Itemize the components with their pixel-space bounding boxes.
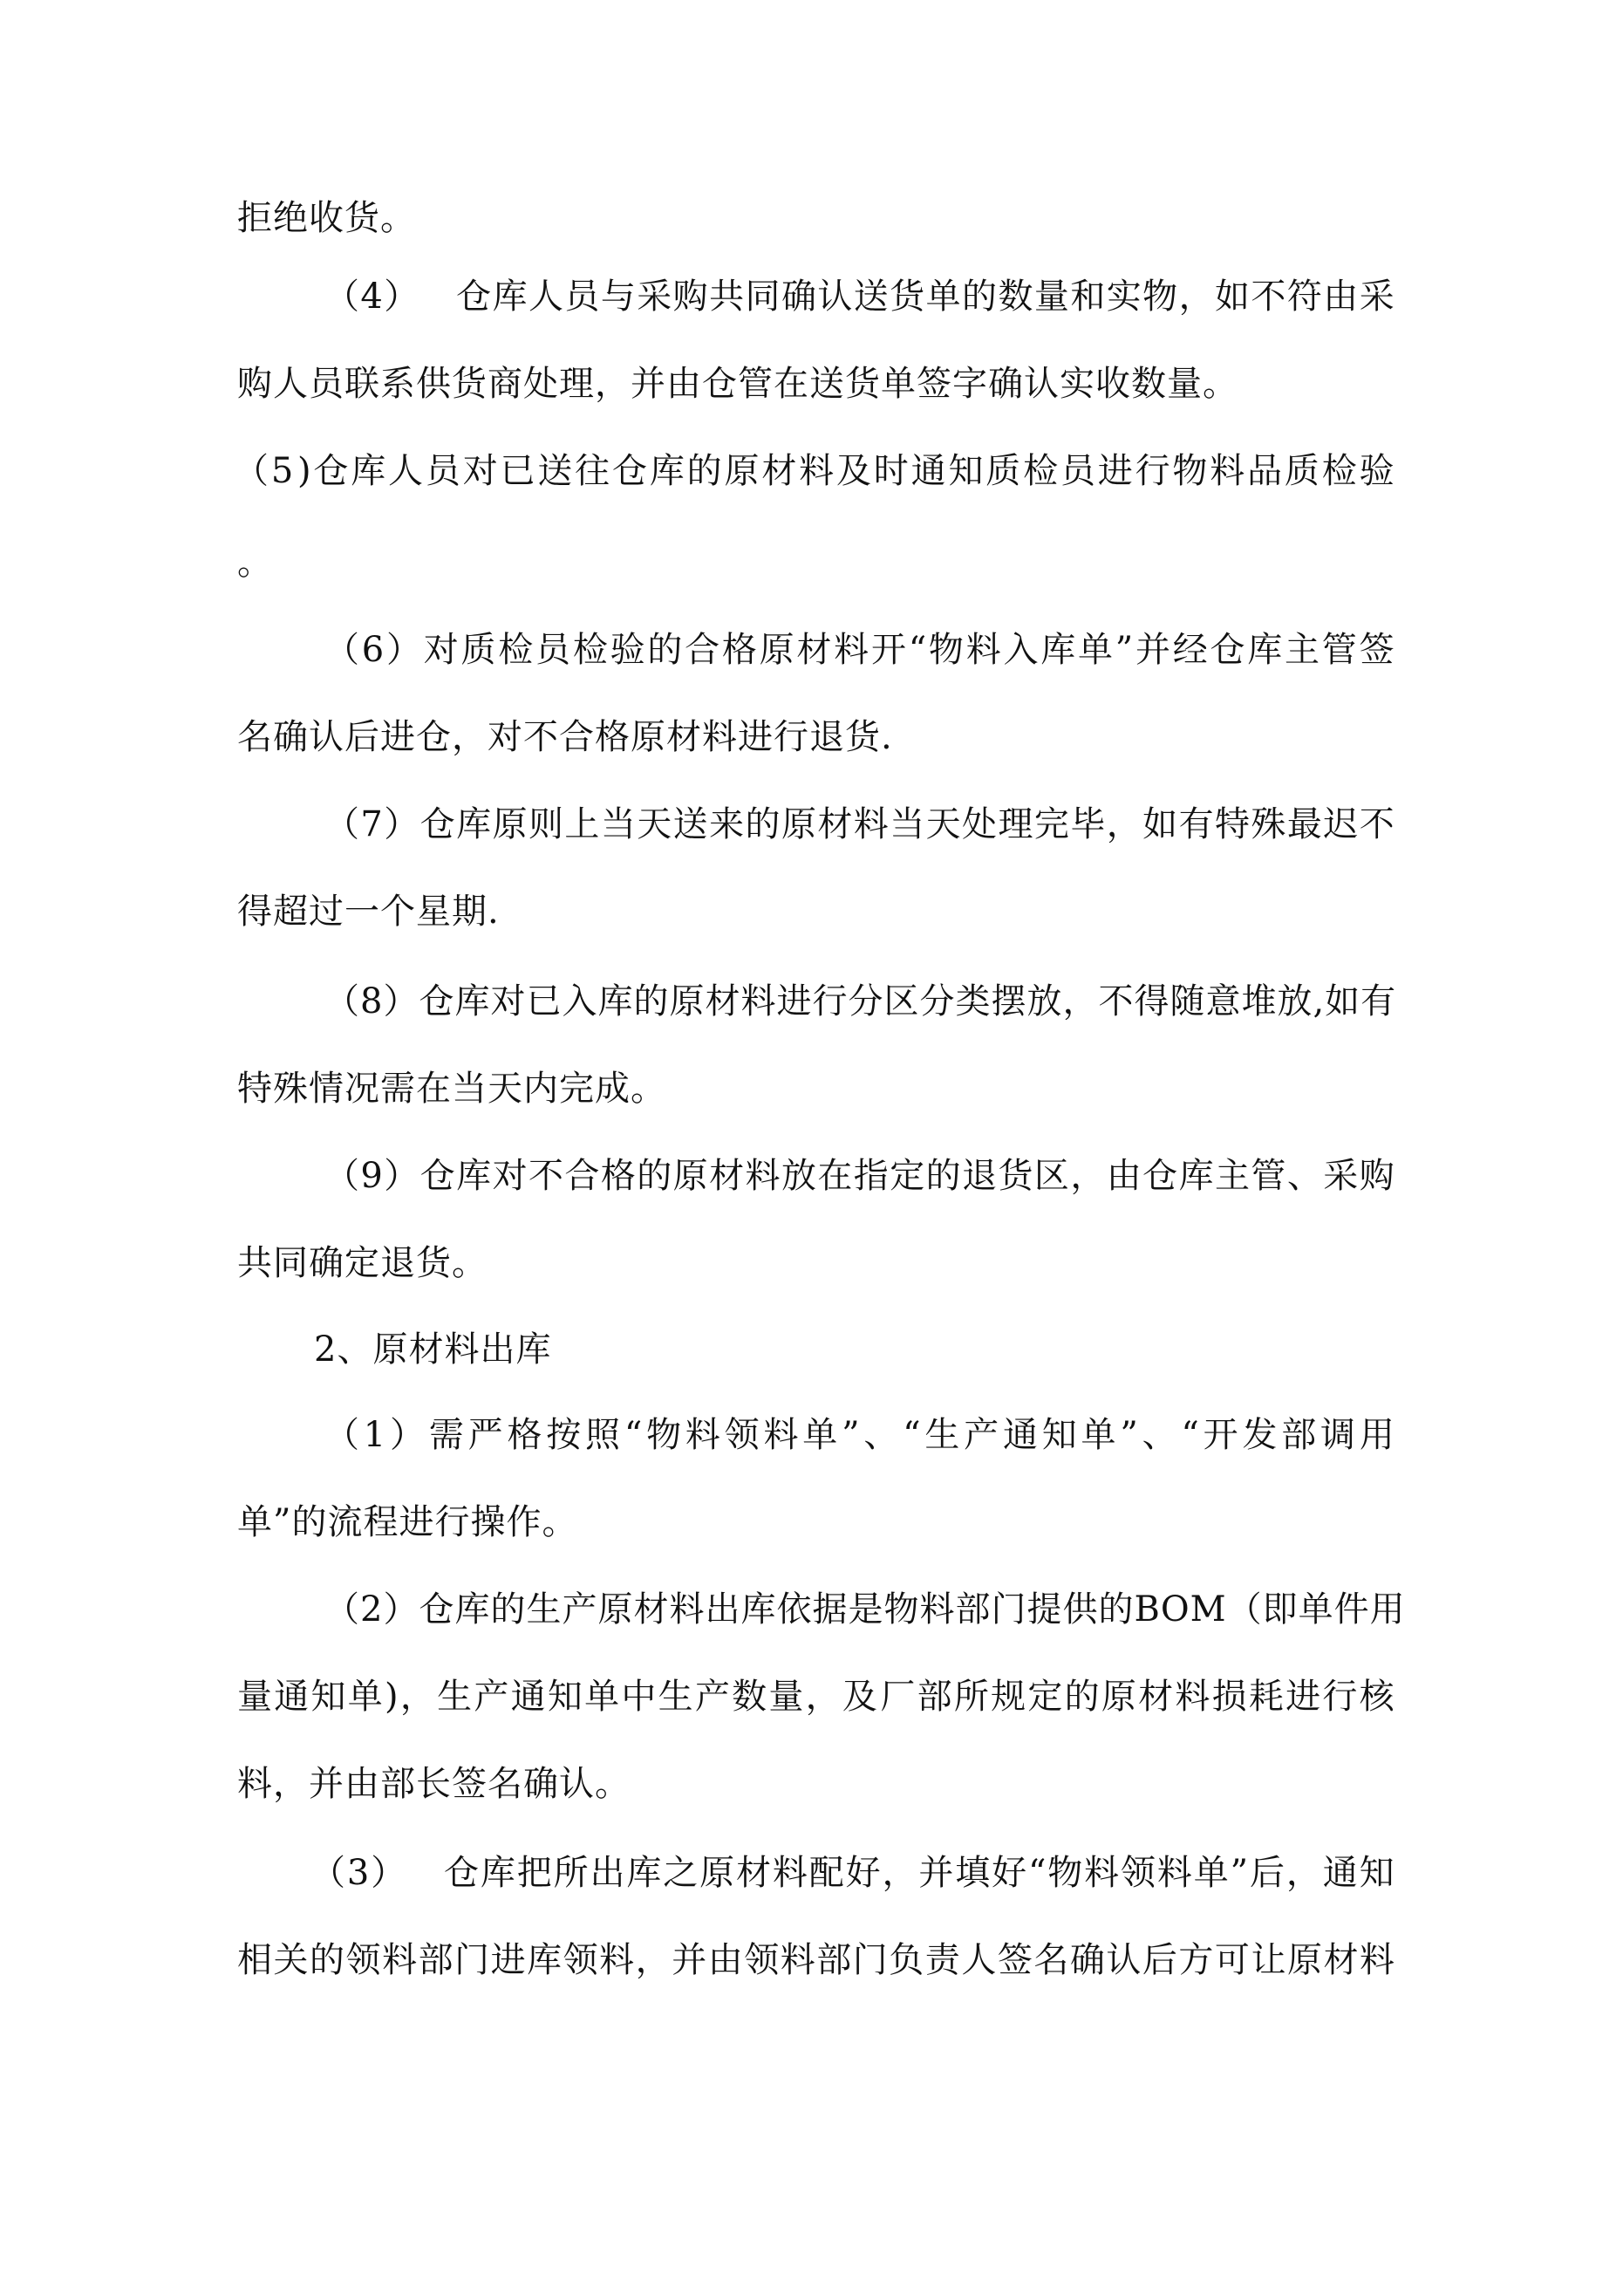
text-line: 。 [237, 543, 273, 583]
text-line: （ 9 ） 仓 库 对 不 合 格 的 原 材 料 放 在 指 定 的 退 货 区 ， 由 仓 库 主 管 、 采 购 [324, 1156, 1395, 1196]
section-heading: 2、原材料出库 [314, 1329, 552, 1370]
text-line: （ 3 ） 仓 库 把 所 出 库 之 原 材 料 配 好 ， 并 填 好 “ 物 料 领 料 单 ” 后 ， 通 知 [310, 1853, 1395, 1893]
text-line: 相 关 的 领 料 部 门 进 库 领 料 ， 并 由 领 料 部 门 负 责 人 签 名 确 认 后 方 可 让 原 材 料 [237, 1940, 1395, 1980]
text-line: 特殊情况需在当天内完成。 [237, 1069, 666, 1109]
text-line: （ 8 ） 仓 库 对 已 入 库 的 原 材 料 进 行 分 区 分 类 摆 放 ， 不 得 随 意 堆 放 , 如 有 [324, 981, 1397, 1022]
text-line: （ 7 ） 仓 库 原 则 上 当 天 送 来 的 原 材 料 当 天 处 理 完 毕 ， 如 有 特 殊 最 迟 不 [324, 804, 1395, 844]
text-line: 拒绝收货。 [237, 198, 416, 238]
text-line: （ 4 ） 仓 库 人 员 与 采 购 共 同 确 认 送 货 单 的 数 量 和 实 物 ， 如 不 符 由 采 [324, 277, 1395, 317]
text-line: 得超过一个星期. [237, 892, 500, 932]
text-line: （ 1 ） 需 严 格 按 照 “ 物 料 领 料 单 ” 、 “ 生 产 通 知 单 ” 、 “ 开 发 部 调 用 [324, 1415, 1395, 1455]
text-line: （ 5 ) 仓 库 人 员 对 已 送 往 仓 库 的 原 材 料 及 时 通 知 质 检 员 进 行 物 料 品 质 检 验 [234, 451, 1395, 491]
text-line: 单”的流程进行操作。 [237, 1502, 578, 1542]
text-line: 共同确定退货。 [237, 1243, 488, 1283]
text-line: 量 通 知 单 ) ， 生 产 通 知 单 中 生 产 数 量 ， 及 厂 部 所 规 定 的 原 材 料 损 耗 进 行 核 [237, 1677, 1395, 1717]
text-line: 名确认后进仓，对不合格原材料进行退货. [237, 717, 893, 757]
text-line: 购人员联系供货商处理，并由仓管在送货单签字确认实收数量。 [237, 364, 1238, 404]
text-line: 料，并由部长签名确认。 [237, 1764, 631, 1804]
text-line: （ 6 ） 对 质 检 员 检 验 的 合 格 原 材 料 开 “ 物 料 入 库 单 ” 并 经 仓 库 主 管 签 [324, 630, 1395, 670]
text-line: （ 2 ） 仓 库 的 生 产 原 材 料 出 库 依 据 是 物 料 部 门 提 供 的 B O M （ 即 单 件 用 [324, 1589, 1406, 1630]
